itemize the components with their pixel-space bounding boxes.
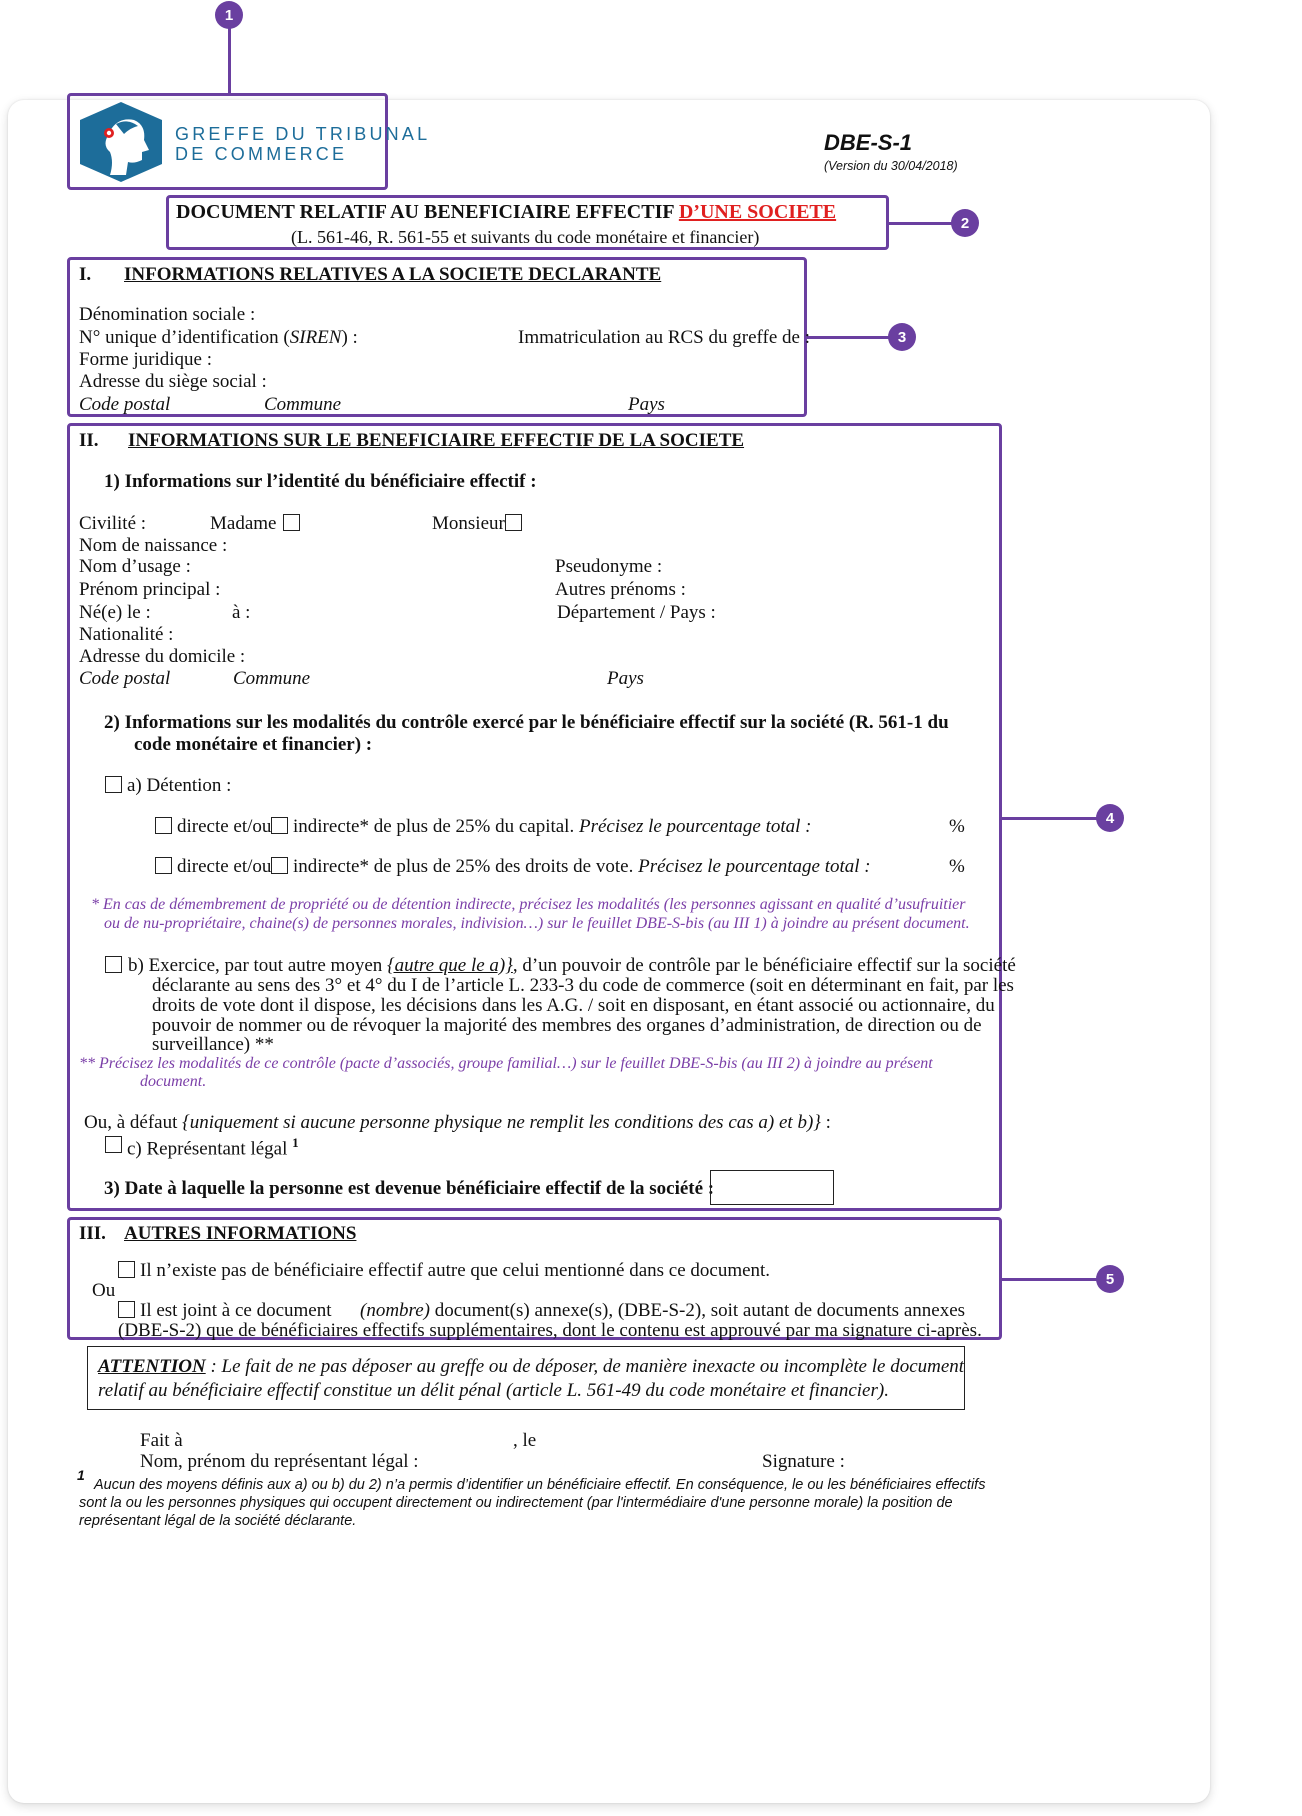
note-exercice-line1: ** Précisez les modalités de ce contrôle (pacte d’associés, groupe familial…) sur le feuillet DBE-S-bis (au III 2) à joindre au présent xyxy=(79,1055,933,1072)
document-code: DBE-S-1 xyxy=(824,130,913,155)
subsection-2-heading-line1: 2) Informations sur les modalités du contrôle exercé par le bénéficiaire effectif sur la société (R. 561-1 du xyxy=(104,712,949,733)
leader-line-1 xyxy=(228,28,231,94)
marker-2: 2 xyxy=(951,209,979,237)
checkbox-madame[interactable] xyxy=(283,514,300,534)
label-civilite: Civilité : xyxy=(79,513,147,534)
label-detention: a) Détention : xyxy=(127,775,232,796)
label-adresse-domicile: Adresse du domicile : xyxy=(79,646,246,667)
label-commune-domicile: Commune xyxy=(233,668,311,689)
footnote-line1: Aucun des moyens définis aux a) ou b) du 2) n’a permis d’identifier un bénéficiaire effectif. En conséquence, le ou les bénéficiaires effectifs xyxy=(94,1477,986,1493)
marker-3: 3 xyxy=(888,323,916,351)
title-main: DOCUMENT RELATIF AU BENEFICIAIRE EFFECTIF xyxy=(176,201,679,223)
marker-5: 5 xyxy=(1096,1265,1124,1293)
section-3-heading: AUTRES INFORMATIONS xyxy=(124,1223,357,1244)
label-prenom-principal: Prénom principal : xyxy=(79,579,221,600)
section-2-heading: INFORMATIONS SUR LE BENEFICIAIRE EFFECTIF DE LA SOCIETE xyxy=(128,430,745,451)
label-code-postal-domicile: Code postal xyxy=(79,668,171,689)
percent-vote: % xyxy=(949,856,965,877)
exercice-text-a: b) Exercice, par tout autre moyen xyxy=(128,955,388,976)
text-precisez-vote: Précisez le pourcentage total : xyxy=(638,856,871,877)
label-commune: Commune xyxy=(264,394,342,415)
checkbox-directe-vote[interactable] xyxy=(155,857,172,877)
checkbox-indirecte-capital[interactable] xyxy=(271,817,288,837)
document-title xyxy=(176,201,836,224)
label-representant-legal xyxy=(127,1135,299,1160)
defaut-text-b: {uniquement si aucune personne physique ne remplit les conditions des cas a) et b)} xyxy=(182,1112,821,1133)
section-3-number: III. xyxy=(79,1223,106,1244)
title-highlight: D’UNE SOCIETE xyxy=(678,201,837,223)
siren-italic: SIREN xyxy=(289,327,342,348)
label-nom-usage: Nom d’usage : xyxy=(79,556,191,577)
note-detention-line1: * En cas de démembrement de propriété ou de détention indirecte, précisez les modalités (les personnes agissant en qualité d’usufruitier xyxy=(91,896,966,913)
label-exercice-line5: surveillance) ** xyxy=(152,1034,274,1055)
label-annexes-a: Il est joint à ce document xyxy=(140,1300,332,1321)
siren-prefix: N° unique d’identification ( xyxy=(79,327,290,348)
attention-line2: relatif au bénéficiaire effectif constitue un délit pénal (article L. 561-49 du code monétaire et financier). xyxy=(98,1380,889,1401)
label-annexes-line2: (DBE-S-2) que de bénéficiaires effectifs supplémentaires, dont le contenu est approuvé par ma signature ci-après. xyxy=(118,1320,982,1341)
label-a: à : xyxy=(232,602,251,623)
label-code-postal: Code postal xyxy=(79,394,171,415)
subsection-1-heading: 1) Informations sur l’identité du bénéficiaire effectif : xyxy=(104,471,537,492)
label-madame: Madame xyxy=(210,513,277,534)
label-pays: Pays xyxy=(628,394,665,415)
siren-suffix: ) : xyxy=(341,327,358,348)
label-indirecte-vote xyxy=(293,856,871,878)
marker-4: 4 xyxy=(1096,804,1124,832)
label-signature: Signature : xyxy=(762,1451,845,1472)
checkbox-detention[interactable] xyxy=(105,776,122,796)
logo-text-line2: DE COMMERCE xyxy=(175,144,348,164)
footnote-ref: 1 xyxy=(292,1135,299,1150)
percent-capital: % xyxy=(949,816,965,837)
label-no-other-beneficiary: Il n’existe pas de bénéficiaire effectif autre que celui mentionné dans ce document. xyxy=(140,1260,771,1281)
label-exercice-line2: déclarante au sens des 3° et 4° du I de l’article L. 233-3 du code de commerce (soit en déterminant en fait, par les xyxy=(152,975,1014,996)
checkbox-exercice[interactable] xyxy=(105,956,122,976)
label-exercice-line3: droits de vote dont il dispose, les décisions dans les A.G. / soit en disposant, en étant associé ou actionnaire, du xyxy=(152,995,995,1016)
label-autres-prenoms: Autres prénoms : xyxy=(555,579,686,600)
label-le: , le xyxy=(513,1430,537,1451)
attention-line1 xyxy=(98,1356,964,1378)
leader-line-5 xyxy=(1002,1278,1097,1281)
checkbox-annexes[interactable] xyxy=(118,1301,135,1321)
checkbox-monsieur[interactable] xyxy=(505,514,522,534)
leader-line-4 xyxy=(1002,817,1097,820)
leader-line-3 xyxy=(807,336,889,339)
exercice-text-c: , d’un pouvoir de contrôle par le bénéficiaire effectif sur la société xyxy=(512,955,1016,976)
label-siren xyxy=(79,327,358,349)
defaut-text-c: : xyxy=(820,1112,831,1133)
label-pseudonyme: Pseudonyme : xyxy=(555,556,663,577)
section-1-number: I. xyxy=(79,264,92,285)
label-annexes-b xyxy=(360,1300,965,1322)
footnote-line3: représentant légal de la société déclarante. xyxy=(79,1513,357,1529)
logo-emblem xyxy=(76,100,166,189)
annexes-text: document(s) annexe(s), (DBE-S-2), soit autant de documents annexes xyxy=(430,1300,966,1321)
label-pays-domicile: Pays xyxy=(607,668,644,689)
representant-text: c) Représentant légal xyxy=(127,1138,288,1160)
label-adresse-siege: Adresse du siège social : xyxy=(79,371,267,392)
label-directe-vote: directe et/ou xyxy=(177,856,272,877)
label-departement-pays: Département / Pays : xyxy=(557,602,716,623)
label-exercice-line4: pouvoir de nommer ou de révoquer la majorité des membres des organes d’administration, de direction ou de xyxy=(152,1015,982,1036)
text-indirecte-vote: indirecte* de plus de 25% des droits de vote. xyxy=(293,856,634,877)
checkbox-directe-capital[interactable] xyxy=(155,817,172,837)
leader-line-2 xyxy=(889,222,952,225)
label-directe-capital: directe et/ou xyxy=(177,816,272,837)
document-subtitle: (L. 561-46, R. 561-55 et suivants du code monétaire et financier) xyxy=(291,227,760,247)
label-denomination: Dénomination sociale : xyxy=(79,304,256,325)
label-indirecte-capital xyxy=(293,816,811,838)
checkbox-representant-legal[interactable] xyxy=(105,1136,122,1156)
label-fait-a: Fait à xyxy=(140,1430,183,1451)
text-precisez-capital: Précisez le pourcentage total : xyxy=(578,816,812,837)
label-forme-juridique: Forme juridique : xyxy=(79,349,212,370)
footnote-line2: sont la ou les personnes physiques qui occupent directement ou indirectement (par l'intermédiaire d'une personne morale) la position de xyxy=(79,1495,953,1511)
section-2-number: II. xyxy=(79,430,99,451)
annexes-nombre: (nombre) xyxy=(360,1300,430,1321)
section-1-heading: INFORMATIONS RELATIVES A LA SOCIETE DECLARANTE xyxy=(124,264,662,285)
label-defaut xyxy=(84,1112,831,1134)
footnote-number: 1 xyxy=(77,1467,85,1483)
attention-text-1: : Le fait de ne pas déposer au greffe ou de déposer, de manière inexacte ou incomplète le document xyxy=(205,1356,965,1377)
label-ou: Ou xyxy=(92,1280,116,1301)
note-exercice-line2: document. xyxy=(140,1073,207,1090)
subsection-2-heading-line2: code monétaire et financier) : xyxy=(134,734,373,755)
checkbox-no-other-beneficiary[interactable] xyxy=(118,1261,135,1281)
label-rcs: Immatriculation au RCS du greffe de : xyxy=(518,327,810,348)
label-monsieur: Monsieur xyxy=(432,513,505,534)
label-exercice-line1 xyxy=(128,955,1016,977)
checkbox-indirecte-vote[interactable] xyxy=(271,857,288,877)
logo-text-line1: GREFFE DU TRIBUNAL xyxy=(175,124,431,144)
date-input-box[interactable] xyxy=(710,1170,834,1205)
label-nom-representant: Nom, prénom du représentant légal : xyxy=(140,1451,419,1472)
note-detention-line2: ou de nu-propriétaire, chaine(s) de personnes morales, indivision…) sur le feuillet DBE-S-bis (au III 1) à joindre au présent document. xyxy=(104,915,970,932)
label-ne-le: Né(e) le : xyxy=(79,602,151,623)
defaut-text-a: Ou, à défaut xyxy=(84,1112,183,1133)
label-nom-naissance: Nom de naissance : xyxy=(79,535,228,556)
subsection-3-heading: 3) Date à laquelle la personne est devenue bénéficiaire effectif de la société : xyxy=(104,1178,715,1199)
text-indirecte-capital: indirecte* de plus de 25% du capital. xyxy=(293,816,575,837)
marker-1: 1 xyxy=(215,1,243,29)
attention-label: ATTENTION xyxy=(98,1356,206,1377)
exercice-text-b: {autre que le a)} xyxy=(387,955,513,976)
label-nationalite: Nationalité : xyxy=(79,624,174,645)
document-version: (Version du 30/04/2018) xyxy=(824,159,958,173)
